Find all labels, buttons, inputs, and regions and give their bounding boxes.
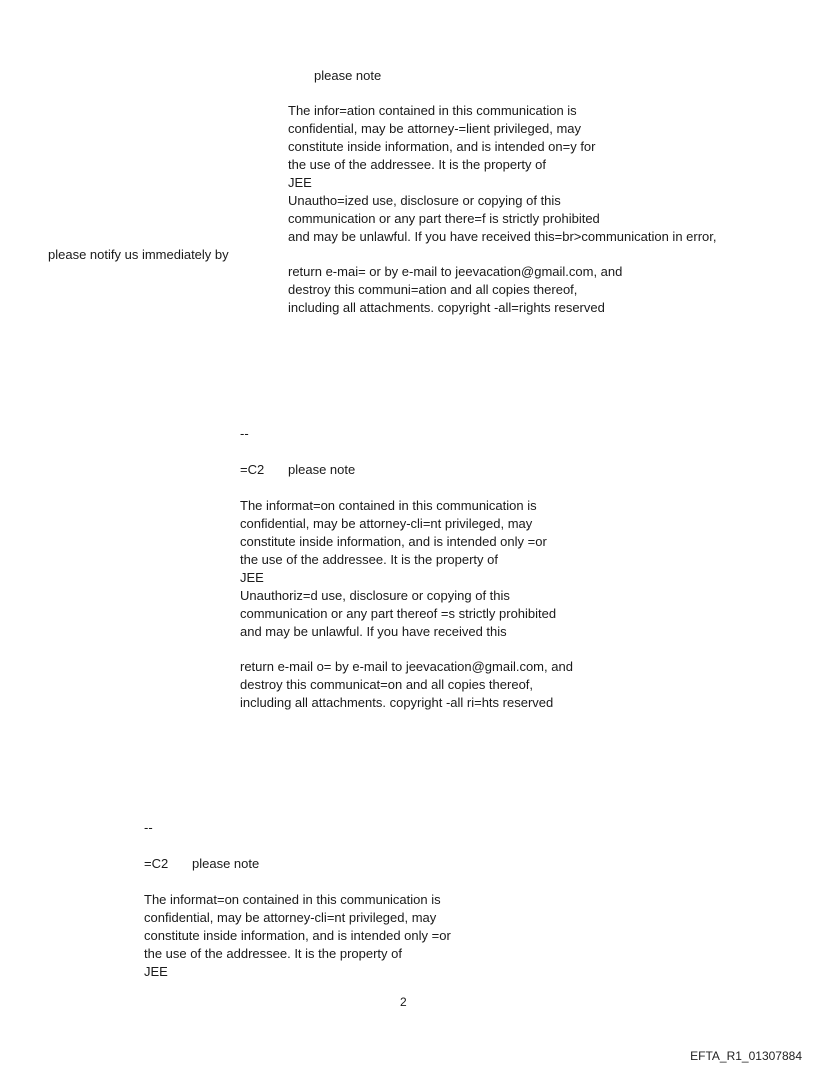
section1-line2: including all attachments. copyright -all=rights reserved [288, 300, 605, 315]
section2-line2: destroy this communicat=on and all copies thereof, [240, 677, 534, 692]
section1-line: communication or any part there=f is strictly prohibited [288, 211, 600, 226]
section2-prefix: =C2 [240, 462, 265, 477]
section1-line: the use of the addressee. It is the property of [288, 157, 546, 172]
section3-heading-row [144, 855, 259, 873]
section3-separator: -- [144, 820, 153, 835]
section2-line2: including all attachments. copyright -all ri=hts reserved [240, 695, 554, 710]
section2-line: and may be unlawful. If you have received this [240, 624, 507, 639]
section1-line: confidential, may be attorney-=lient privileged, may [288, 121, 582, 136]
section2-heading: please note [288, 462, 356, 477]
section2-line: constitute inside information, and is intended only =or [240, 534, 547, 549]
section1-body [288, 102, 717, 246]
section1-line: JEE [288, 175, 312, 190]
section1-line2: return e-mai= or by e-mail to jeevacation@gmail.com, and [288, 264, 623, 279]
section2-body2 [240, 658, 573, 712]
section2-line: communication or any part thereof =s strictly prohibited [240, 606, 557, 621]
section3-heading: please note [192, 856, 260, 871]
section3-body [144, 891, 451, 981]
section2-heading-row [240, 461, 355, 479]
section2-line: the use of the addressee. It is the property of [240, 552, 498, 567]
section2-body [240, 497, 556, 641]
section1-left-note: please notify us immediately by [48, 247, 229, 262]
section3-line: JEE [144, 964, 168, 979]
section2-line: The informat=on contained in this communication is [240, 498, 537, 513]
section3-prefix: =C2 [144, 856, 169, 871]
document-id: EFTA_R1_01307884 [690, 1049, 802, 1063]
section1-line2: destroy this communi=ation and all copies thereof, [288, 282, 578, 297]
section2-line2: return e-mail o= by e-mail to jeevacation@gmail.com, and [240, 659, 573, 674]
section1-line: constitute inside information, and is intended on=y for [288, 139, 596, 154]
section1-line: Unautho=ized use, disclosure or copying of this [288, 193, 561, 208]
section2-separator: -- [240, 426, 249, 441]
section3-line: the use of the addressee. It is the property of [144, 946, 402, 961]
section2-line: confidential, may be attorney-cli=nt privileged, may [240, 516, 533, 531]
section1-line: The infor=ation contained in this communication is [288, 103, 577, 118]
section1-line: and may be unlawful. If you have received this=br>communication in error, [288, 229, 717, 244]
section1-body2 [288, 263, 622, 317]
section3-line: The informat=on contained in this communication is [144, 892, 441, 907]
section1-heading: please note [314, 68, 382, 83]
page-number: 2 [400, 995, 407, 1009]
section2-line: JEE [240, 570, 264, 585]
section3-line: confidential, may be attorney-cli=nt privileged, may [144, 910, 437, 925]
section2-line: Unauthoriz=d use, disclosure or copying of this [240, 588, 510, 603]
section3-line: constitute inside information, and is intended only =or [144, 928, 451, 943]
